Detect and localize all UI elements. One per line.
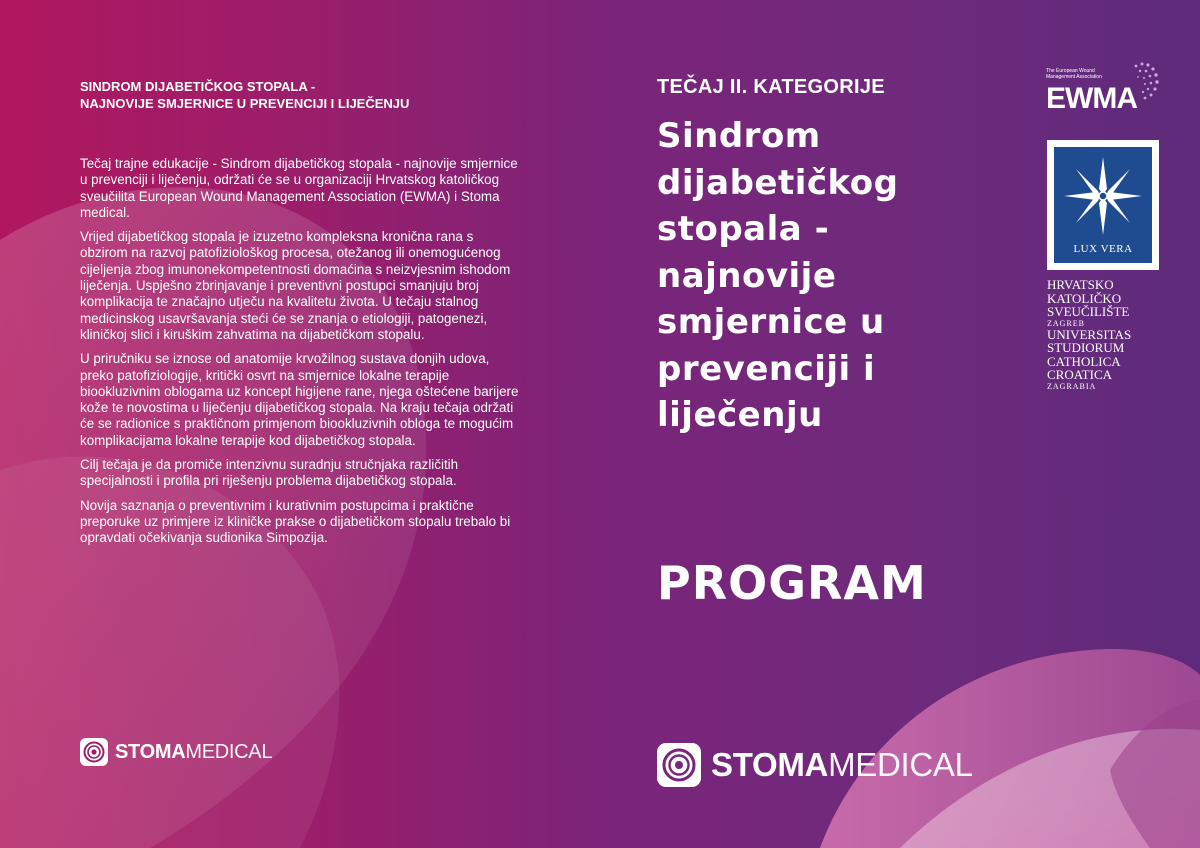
university-name-line: STUDIORUM bbox=[1047, 340, 1125, 355]
university-name-line: CATHOLICA bbox=[1047, 353, 1121, 369]
ewma-wordmark: EWMA bbox=[1046, 82, 1137, 115]
left-body bbox=[80, 156, 520, 547]
crest-shield bbox=[1054, 147, 1152, 263]
program-heading: PROGRAM bbox=[657, 556, 927, 610]
university-name-line: CROATICA bbox=[1047, 367, 1113, 382]
university-name-line: ZAGREB bbox=[1047, 318, 1085, 328]
university-crest bbox=[1047, 140, 1159, 270]
left-panel bbox=[80, 78, 520, 555]
star-cross-icon bbox=[1054, 151, 1152, 241]
stoma-medical-logo-small bbox=[80, 738, 272, 766]
title-line: stopala - bbox=[657, 209, 830, 249]
medical-light-text: MEDICAL bbox=[185, 740, 273, 763]
ewma-tagline bbox=[1046, 68, 1136, 80]
stoma-wordmark bbox=[115, 741, 272, 764]
course-category: TEČAJ II. KATEGORIJE bbox=[657, 76, 885, 98]
ewma-tagline-line-2: Management Association bbox=[1046, 74, 1102, 80]
right-panel bbox=[657, 76, 987, 439]
stoma-logo-icon bbox=[657, 743, 701, 787]
title-line: najnovije bbox=[657, 255, 837, 296]
title-line: liječenju bbox=[657, 395, 823, 435]
left-heading-line-1: SINDROM DIJABETIČKOG STOPALA - bbox=[80, 79, 316, 94]
university-name-line: HRVATSKO bbox=[1047, 277, 1114, 292]
stoma-medical-logo-large bbox=[657, 743, 973, 787]
stoma-logo-icon bbox=[80, 738, 108, 766]
university-name-line: UNIVERSITAS bbox=[1047, 326, 1132, 342]
title-line: dijabetičkog bbox=[657, 162, 899, 203]
paragraph-goal: Cilj tečaja je da promiče intenzivnu suradnju stručnjaka različitih specijalnosti i profila pri riješenju problema dijabetičkog stopala. bbox=[80, 457, 459, 489]
left-heading bbox=[80, 78, 520, 112]
university-name-line: ZAGRABIA bbox=[1047, 381, 1097, 391]
paragraph-intro: Tečaj trajne edukacije - Sindrom dijabetičkog stopala - najnovije smjernice u prevenciji i liječenju, održati će se u organizaciji Hrvatskog katoličkog sveučilita European Wound Management Association (EWMA) i Stoma medical. bbox=[80, 156, 518, 220]
paragraph-manual: U priručniku se iznose od anatomije krvožilnog sustava donjih udova, preko patofiziologije, kritički osvrt na smjernice lokalne terapije biookluzivnim oblogama uz koncept higijene rane, njega oštećene barijere kože te novostima u liječenju dijabetičkog stopala. Na kraju tečaja održati će se radionice s praktičnom primjenom biookluzivnih obloga te mogućim komplikacijama lokalne terapije kod dijabetičkog stopala. bbox=[80, 351, 519, 448]
paragraph-conclusion: Novija saznanja o preventivnim i kurativnim postupcima i praktične preporuke uz primjere iz kliničke prakse o dijabetičkom stopalu trebalo bi opravdati očekivanja sudionika Simpozija. bbox=[80, 497, 511, 546]
crest-motto: LUX VERA bbox=[1073, 243, 1133, 255]
university-name-line: KATOLIČKO bbox=[1047, 290, 1122, 306]
university-name-line: SVEUČILIŠTE bbox=[1047, 304, 1130, 319]
title-line: smjernice u bbox=[657, 302, 885, 342]
paragraph-wound: Vrijed dijabetičkog stopala je izuzetno kompleksna kronična rana s obzirom na razvoj patofiziološkog procesa, otežanog ili onemogućenog cijeljenja zbog imunonekompetentnosti domaćina s neizvjesnim ishodom liječenja. Uspješno zbrinjavanje i preventivni postupci smanjuju broj komplikacija te značajno utječu na kvalitetu života. U tečaju stalnog medicinskog usavršavanja steći će se znanja o etiologiji, patogenezi, kliničkoj slici i kiruškim zahvatima na dijabetičkom stopalu. bbox=[80, 229, 511, 342]
medical-light-text: MEDICAL bbox=[828, 746, 973, 783]
stoma-bold-text: STOMA bbox=[711, 746, 829, 783]
title-line: Sindrom bbox=[657, 116, 821, 156]
main-title bbox=[657, 113, 987, 439]
university-name bbox=[1047, 278, 1161, 391]
ewma-tagline-line-1: The European Wound bbox=[1046, 68, 1095, 74]
left-heading-line-2: NAJNOVIJE SMJERNICE U PREVENCIJI I LIJEČENJU bbox=[80, 96, 410, 111]
stoma-bold-text: STOMA bbox=[115, 740, 186, 763]
title-line: prevenciji i bbox=[657, 348, 876, 389]
ewma-logo bbox=[1040, 58, 1164, 116]
stoma-wordmark bbox=[711, 746, 973, 784]
